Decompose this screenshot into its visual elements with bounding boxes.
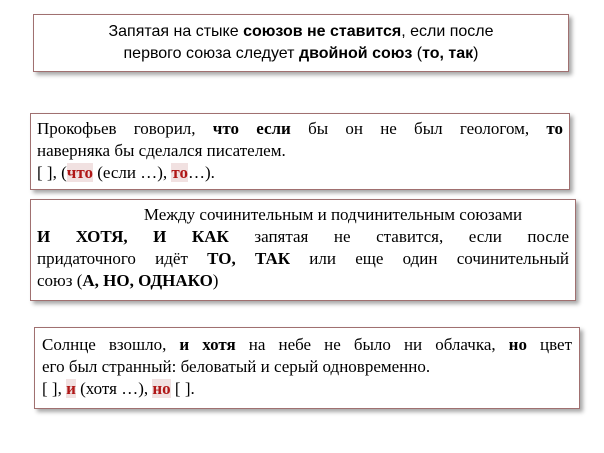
emphasis: то <box>546 119 563 138</box>
emphasis: но <box>508 335 527 354</box>
rule-line-1: Запятая на стыке союзов не ставится, если после <box>108 23 494 40</box>
scheme-conjunction: то <box>171 163 189 182</box>
rule-line-1: Между сочинительным и подчинительным союзами <box>143 205 523 224</box>
rule-line-2: И ХОТЯ, И КАК запятая не ставится, если после <box>37 227 569 246</box>
emphasis: союзов не ставится <box>243 23 402 40</box>
scheme-conjunction: и <box>66 379 76 398</box>
example-line-2: его был странный: беловатый и серый одновременно. <box>42 357 431 376</box>
emphasis: двойной союз <box>298 45 413 62</box>
emphasis: А, НО, ОДНАКО <box>82 271 213 290</box>
scheme-line: [ ], (что (если …), то…). <box>37 163 215 182</box>
emphasis: ТО, ТАК <box>207 249 291 268</box>
scheme-line: [ ], и (хотя …), но [ ]. <box>42 379 195 398</box>
example-line-1: Прокофьев говорил, что если бы он не был геологом, то <box>37 119 563 138</box>
rule-box-i-khotya <box>30 199 576 301</box>
example-box-prokofiev <box>30 113 570 190</box>
example-line-2: наверняка бы сделался писателем. <box>37 141 286 160</box>
example-line-1: Солнце взошло, и хотя на небе не было ни облачка, но цвет <box>42 335 573 354</box>
rule-line-3: придаточного идёт ТО, ТАК или еще один сочинительный <box>37 249 570 268</box>
emphasis: что если <box>212 119 291 138</box>
rule-line-4: союз (А, НО, ОДНАКО) <box>37 271 219 290</box>
rule-line-2: первого союза следует двойной союз (то, так) <box>123 45 479 62</box>
example-box-sun <box>34 327 580 409</box>
scheme-conjunction: но <box>152 379 171 398</box>
rule-box-double-conjunction <box>33 14 569 72</box>
emphasis: И ХОТЯ, И КАК <box>37 227 229 246</box>
scheme-conjunction: что <box>66 163 93 182</box>
emphasis: то, так <box>422 45 474 62</box>
emphasis: и хотя <box>179 335 236 354</box>
